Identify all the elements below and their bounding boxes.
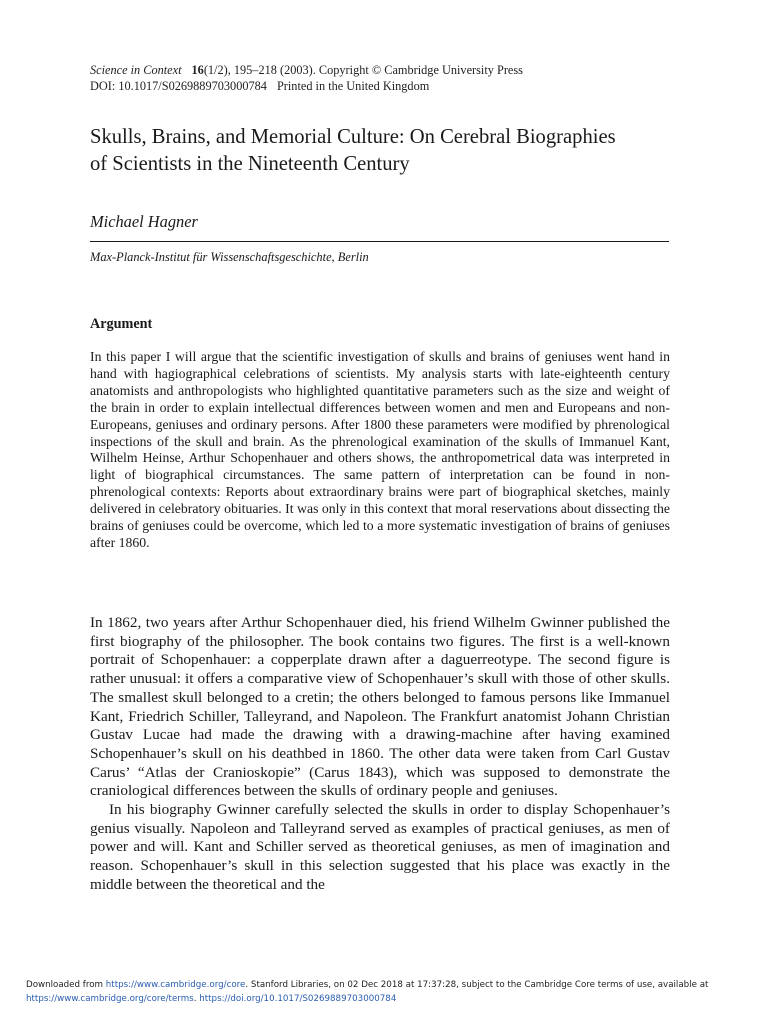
doi-line [90,79,690,95]
journal-name: Science in Context [90,63,182,77]
footer-line-2 [26,992,746,1006]
argument-abstract: In this paper I will argue that the scientific investigation of skulls and brains of geniuses went hand in hand with hagiographical celebrations of scientists. My analysis starts with late-eighteenth century anatomists and anthropologists who highlighted quantitative parameters such as the size and weight of the brain in order to explain intellectual differences between women and men and Europeans and non-Europeans, geniuses and ordinary persons. After 1800 these parameters were modified by phrenological inspections of the skull and brain. As the phrenological examination of the skulls of Immanuel Kant, Wilhelm Heinse, Arthur Schopenhauer and others shows, the anthropometrical data was interpreted in light of biographical circumstances. The same pattern of interpretation can be found in non-phrenological contexts: Reports about extraordinary brains were part of biographical sketches, mainly delivered in celebratory obituaries. It was only in this context that moral reservations about dissecting the brains of geniuses could be overcome, which led to a more systematic investigation of brains of geniuses after 1860. [90,349,670,550]
core-link[interactable]: https://www.cambridge.org/core [105,980,246,990]
doi-text: DOI: 10.1017/S0269889703000784 [90,78,267,93]
body-paragraph-2: In his biography Gwinner carefully selected the skulls in order to display Schopenhauer’s genius visually. Napoleon and Talleyrand served as examples of practical geniuses, as men of power and will. Kant and Schiller served as theoretical geniuses, as men of imagination and reason. Schopenhauer’s skull in this selection suggested that his place was exactly in the middle between the theoretical and the [90,801,670,893]
issue-pages-copyright: (1/2), 195–218 (2003). Copyright © Cambridge University Press [203,63,523,77]
footer-downloaded-label: Downloaded from [26,980,104,990]
article-body [90,614,670,895]
author-affiliation: Max-Planck-Institut für Wissenschaftsgeschichte, Berlin [90,250,369,264]
printed-note: Printed in the United Kingdom [276,78,430,93]
title-line-1: Skulls, Brains, and Memorial Culture: On Cerebral Biographies [90,126,616,148]
title-line-2: of Scientists in the Nineteenth Century [90,153,410,175]
footer-separator: . [193,994,197,1004]
footer-line-1 [26,978,746,992]
journal-header [90,63,690,94]
argument-heading: Argument [90,316,153,332]
author-divider [90,241,669,242]
author-name: Michael Hagner [90,212,198,231]
article-title [90,124,680,178]
terms-link[interactable]: https://www.cambridge.org/core/terms [26,994,194,1004]
doi-link[interactable]: https://doi.org/10.1017/S0269889703000784 [199,994,397,1004]
volume-number: 16 [191,63,204,77]
citation-line [90,63,690,79]
download-footer [26,978,746,1006]
footer-access-text: . Stanford Libraries, on 02 Dec 2018 at 17:37:28, subject to the Cambridge Core terms of use, available at [245,980,709,990]
body-paragraph-1: In 1862, two years after Arthur Schopenhauer died, his friend Wilhelm Gwinner published the first biography of the philosopher. The book contains two figures. The first is a well-known portrait of Schopenhauer: a copperplate drawn after a daguerreotype. The second figure is rather unusual: it offers a comparative view of Schopenhauer’s skull with those of other skulls. The smallest skull belonged to a cretin; the others belonged to famous persons like Immanuel Kant, Friedrich Schiller, Talleyrand, and Napoleon. The Frankfurt anatomist Johann Christian Gustav Lucae had made the drawing with a drawing-machine after having examined Schopenhauer’s skull on his deathbed in 1860. The other data were taken from Carl Gustav Carus’ “Atlas der Cranioskopie” (Carus 1843), which was supposed to demonstrate the craniological differences between the skulls of ordinary people and geniuses. [90,614,670,800]
